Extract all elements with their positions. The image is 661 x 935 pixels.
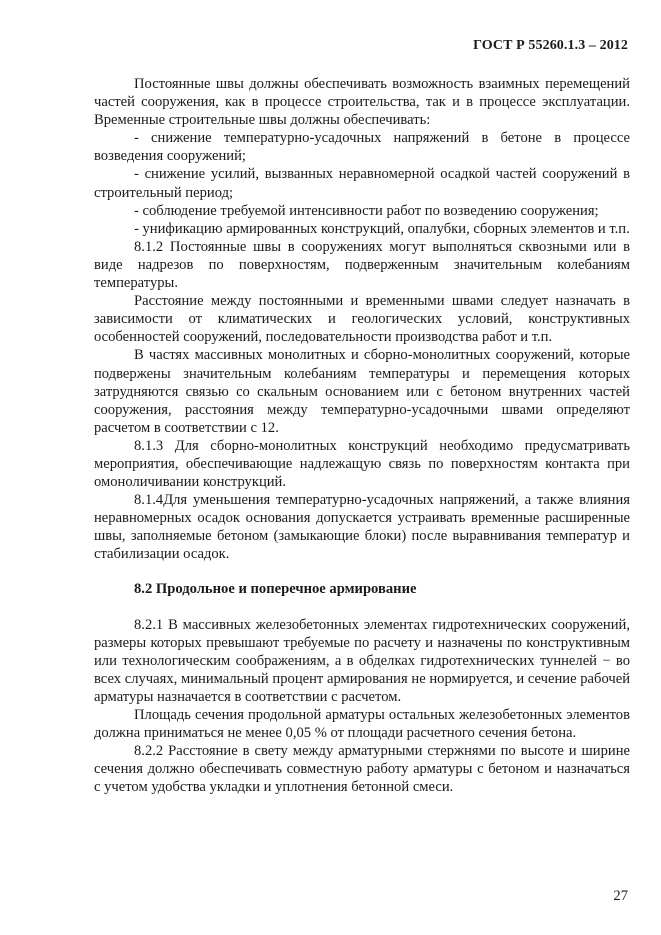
document-body xyxy=(94,75,630,797)
paragraph: 8.1.3 Для сборно-монолитных конструкций необходимо предусматривать мероприятия, обеспечивающие надлежащую связь по поверхностям контакта при омоноличивании конструкций. xyxy=(94,437,630,491)
paragraph: Расстояние между постоянными и временными швами следует назначать в зависимости от климатических и геологических условий, конструктивных особенностей сооружений, последовательности производства работ и т.п. xyxy=(94,293,630,346)
list-item: - унификацию армированных конструкций, опалубки, сборных элементов и т.п. xyxy=(134,220,630,237)
paragraph: 8.1.4Для уменьшения температурно-усадочных напряжений, а также влияния неравномерных осадок основания допускается устраивать временные расширенные швы, заполняемые бетоном (замыкающие блоки) после выравнивания температур и стабилизации осадок. xyxy=(94,492,630,563)
paragraph: Площадь сечения продольной арматуры остальных железобетонных элементов должна приниматься не менее 0,05 % от площади расчетного сечения бетона. xyxy=(94,707,630,742)
list-item: - соблюдение требуемой интенсивности работ по возведению сооружения; xyxy=(134,202,599,219)
paragraph: Постоянные швы должны обеспечивать возможность взаимных перемещений частей сооружения, как в процессе строительства, так и в процессе эксплуатации. Временные строительные швы должны обеспечивать: xyxy=(94,76,630,129)
document-header: ГОСТ Р 55260.1.3 – 2012 xyxy=(473,38,628,53)
list-item: - снижение температурно-усадочных напряжений в бетоне в процессе возведения сооружений; xyxy=(94,130,630,165)
section-heading: 8.2 Продольное и поперечное армирование xyxy=(134,580,417,597)
list-item: - снижение усилий, вызванных неравномерной осадкой частей сооружений в строительный период; xyxy=(94,166,630,201)
paragraph: В частях массивных монолитных и сборно-монолитных сооружений, которые подвержены значительным колебаниям температуры и перемещения которых затрудняются связью со скальным основанием или с бетоном внутренних частей сооружения, расстояния между температурно-усадочными швами определяют расчетом в соответствии с 12. xyxy=(94,347,630,436)
paragraph: 8.2.2 Расстояние в свету между арматурными стержнями по высоте и ширине сечения должно обеспечивать совместную работу арматуры с бетоном и назначаться с учетом удобства укладки и уплотнения бетонной смеси. xyxy=(94,743,630,796)
paragraph: 8.1.2 Постоянные швы в сооружениях могут выполняться сквозными или в виде надрезов по поверхностям, подверженным значительным колебаниям температуры. xyxy=(94,238,630,292)
page-number: 27 xyxy=(613,888,628,904)
paragraph: 8.2.1 В массивных железобетонных элементах гидротехнических сооружений, размеры которых превышают требуемые по расчету и назначены по конструктивным или технологическим соображениям, а в обделках гидротехнических туннелей − во всех случаях, минимальный процент армирования не нормируется, и сечение рабочей арматуры назначается в соответствии с расчетом. xyxy=(94,616,630,705)
